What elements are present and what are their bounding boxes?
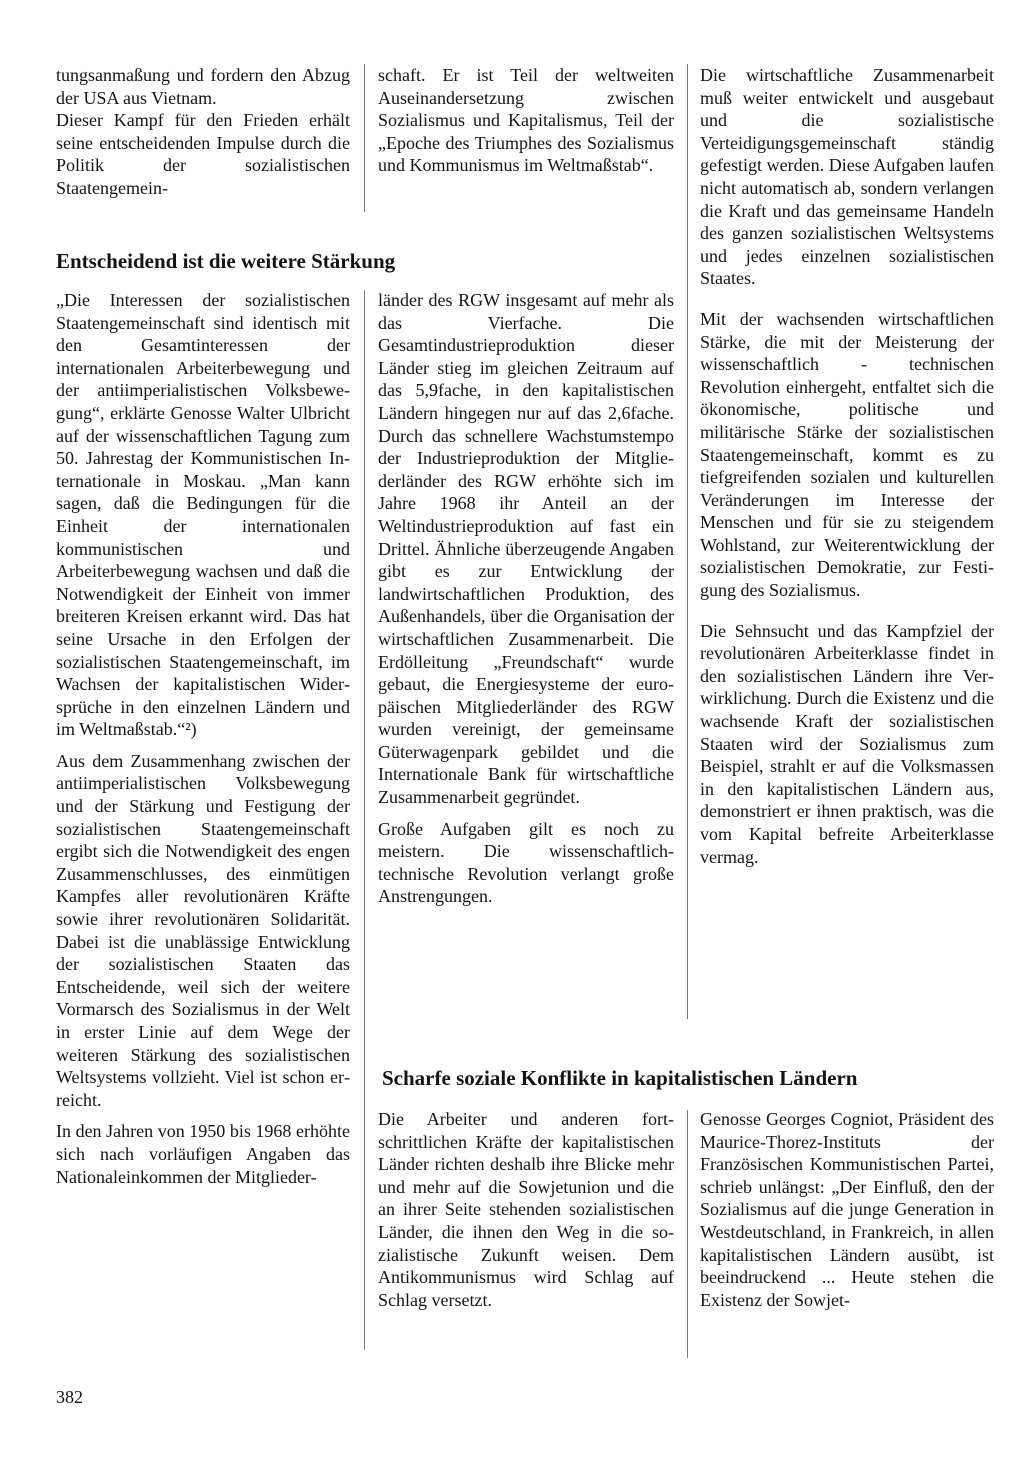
paragraph: „Die Interessen der sozialistischen Staatengemeinschaft sind identisch mit den Gesamtinteressen der internationalen Arbeiterbewegung und der antiimperialistischen Volksbewegung“, erklärte Genosse Walter Ulbricht auf der wissenschaftlichen Tagung zum 50. Jahrestag der Kommunistischen Internationale in Moskau. „Man kann sagen, daß die Bedingungen für die Einheit der internationalen kommunistischen und Arbeiterbewegung wachsen und daß die Notwendigkeit der Einheit von immer breiteren Kreisen erkannt wird. Das hat seine Ursache in den Erfolgen der sozialistischen Staatengemeinschaft, im Wachsen der kapitalistischen Widersprüche in den einzelnen Ländern und im Weltmaßstab.“²) bbox=[56, 290, 350, 740]
paragraph: länder des RGW insgesamt auf mehr als das Vierfache. Die Gesamtindustrieproduktion dieser Länder stieg im gleichen Zeitraum auf das 5,9fache, in den kapitalistischen Ländern hingegen nur auf das 2,6fache. Durch das schnellere Wachstumstempo der Industrieproduktion der Mitgliederländer des RGW erhöhte sich im Jahre 1968 ihr Anteil an der Weltindustrieproduktion auf fast ein Drittel. Ähnliche überzeugende Angaben gibt es zur Entwicklung der landwirtschaftlichen Produktion, des Außenhandels, über die Organisation der wirtschaftlichen Zusammenarbeit. Die Erdölleitung „Freundschaft“ wurde gebaut, die Energiesysteme der europäischen Mitgliederländer des RGW wurden vereinigt, der gemeinsame Güterwagenpark gebildet und die Internationale Bank für wirtschaftliche Zusammenarbeit gegründet. bbox=[378, 290, 674, 808]
column-rule bbox=[364, 64, 365, 212]
column-rule bbox=[687, 1110, 688, 1358]
top-column-2 bbox=[378, 64, 674, 177]
section2-column-left bbox=[378, 1108, 674, 1311]
section1-column-1 bbox=[56, 289, 350, 1188]
right-column bbox=[700, 64, 994, 868]
paragraph: Die wirtschaftliche Zusammenarbeit muß weiter entwickelt und ausgebaut und die sozialistische Verteidigungsgemeinschaft ständig gefestigt werden. Diese Aufgaben laufen nicht automatisch ab, sondern verlangen die Kraft und das gemeinsame Handeln des ganzen sozialistischen Weltsystems und jedes einzelnen sozialistischen Staates. bbox=[700, 65, 994, 289]
paragraph: Aus dem Zusammenhang zwischen der antiimperialistischen Volksbewegung und der Stärkung und Festigung der sozialistischen Staatengemeinschaft ergibt sich die Notwendigkeit des engen Zusammenschlusses, des einmütigen Kampfes aller revolutionären Kräfte sowie ihrer revolutionären Solidarität. Dabei ist die unablässige Entwicklung der sozialistischen Staaten das Entscheidende, weil sich der weitere Vormarsch des Sozialismus in der Welt in erster Linie auf dem Wege der weiteren Stärkung des sozialistischen Weltsystems vollzieht. Viel ist schon erreicht. bbox=[56, 750, 350, 1110]
paragraph: Die Sehnsucht und das Kampfziel der revolutionären Arbeiterklasse findet in den sozialistischen Ländern ihre Verwirklichung. Durch die Existenz und die wachsende Kraft der sozialistischen Staaten wird der Sozialismus zum Beispiel, strahlt er auf die Volksmassen in den kapitalistischen Ländern aus, demonstriert er ihnen praktisch, was die vom Kapital befreite Arbeiterklasse vermag. bbox=[700, 620, 994, 867]
section-heading: Scharfe soziale Konflikte in kapitalistischen Ländern bbox=[382, 1066, 858, 1090]
paragraph: Große Aufgaben gilt es noch zu meistern. Die wissenschaftlich-technische Revolution verlangt große Anstrengungen. bbox=[378, 818, 674, 907]
paragraph: Mit der wachsenden wirtschaftlichen Stärke, die mit der Meisterung der wissenschaftlich - technischen Revolution einhergeht, entfaltet sich die ökonomische, politische und militärische Stärke der sozialistischen Staatengemeinschaft, kommt es zu tiefgreifenden sozialen und kulturellen Veränderungen im Interesse der Menschen und für sie zu steigendem Wohlstand, zur Weiterentwicklung der sozialistischen Demokratie, zur Festigung des Sozialismus. bbox=[700, 308, 994, 601]
section-heading: Entscheidend ist die weitere Stärkung bbox=[56, 249, 396, 273]
paragraph: schaft. Er ist Teil der weltweiten Auseinandersetzung zwischen Sozialismus und Kapitalismus, Teil der „Epoche des Triumphes des Sozialismus und Kommunismus im Weltmaßstab“. bbox=[378, 65, 674, 176]
page-number: 382 bbox=[56, 1387, 83, 1407]
paragraph: Die Arbeiter und anderen fortschrittlichen Kräfte der kapitalistischen Länder richten deshalb ihre Blicke mehr und mehr auf die Sowjetunion und die an ihrer Seite stehenden sozialistischen Länder, die ihnen den Weg in die sozialistische Zukunft weisen. Dem Antikommunismus wird Schlag auf Schlag versetzt. bbox=[378, 1109, 674, 1310]
paragraph: Dieser Kampf für den Frieden erhält seine entscheidenden Impulse durch die Politik der sozialistischen Staatengemein- bbox=[56, 110, 350, 198]
section1-column-2 bbox=[378, 289, 674, 908]
paragraph: Genosse Georges Cogniot, Präsident des Maurice-Thorez-Instituts der Französischen Kommunistischen Partei, schrieb unlängst: „Der Einfluß, den der Sozialismus auf die junge Generation in Westdeutschland, in Frankreich, in allen kapitalistischen Ländern ausübt, ist beeindruckend ... Heute stehen die Existenz der Sowjet- bbox=[700, 1109, 994, 1310]
paragraph: In den Jahren von 1950 bis 1968 erhöhte sich nach vorläufigen Angaben das Nationaleinkommen der Mitglieder- bbox=[56, 1121, 350, 1187]
paragraph: tungsanmaßung und fordern den Abzug der USA aus Vietnam. bbox=[56, 65, 350, 108]
top-column-1 bbox=[56, 64, 350, 200]
section2-column-right bbox=[700, 1108, 994, 1311]
column-rule bbox=[364, 290, 365, 1350]
column-rule bbox=[687, 64, 688, 1019]
